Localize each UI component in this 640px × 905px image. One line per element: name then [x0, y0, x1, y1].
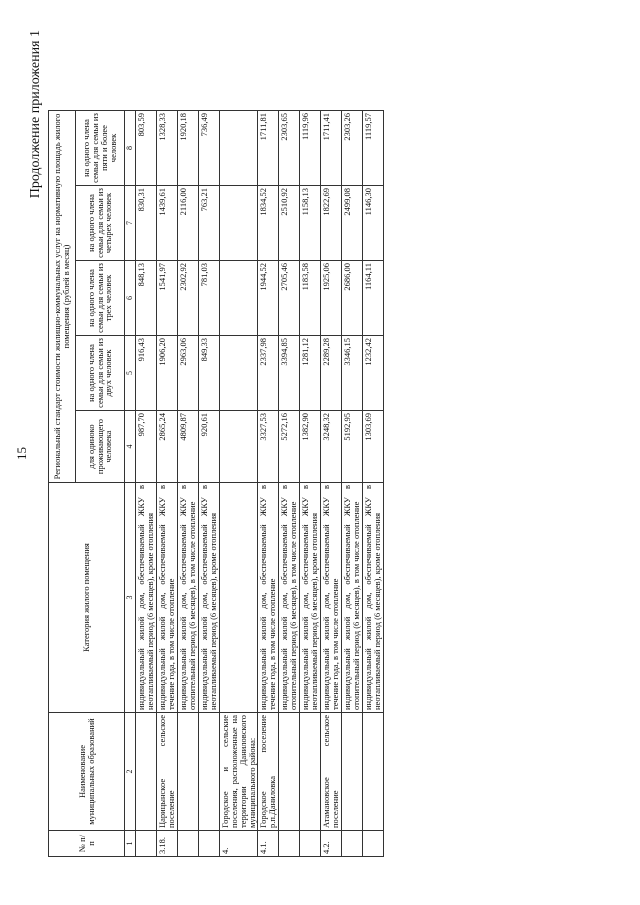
row-number	[178, 831, 199, 857]
standard-value: 3394,85	[279, 336, 300, 411]
column-index: 6	[125, 261, 136, 336]
header-sub-3: на одного члена семьи для семьи из трех человек	[76, 261, 125, 336]
table-row	[362, 111, 383, 857]
standard-value: 1183,58	[300, 261, 321, 336]
table-row	[320, 111, 341, 857]
municipality-name	[279, 713, 300, 831]
housing-category: индивидуальный жилой дом, обеспечиваемый ЖКУ в неотапливаемый период (6 месяцев), кроме отопления	[300, 483, 321, 713]
table-row	[157, 111, 178, 857]
standard-value: 4809,87	[178, 411, 199, 483]
column-index: 8	[125, 111, 136, 186]
column-index: 5	[125, 336, 136, 411]
appendix-caption: Продолжение приложения 1	[28, 30, 43, 199]
standard-value: 1925,06	[320, 261, 341, 336]
municipality-name	[198, 713, 219, 831]
standard-value: 1146,30	[362, 186, 383, 261]
column-index: 3	[125, 483, 136, 713]
table-row	[258, 111, 279, 857]
row-number: 4.	[219, 831, 258, 857]
standard-value: 2686,00	[341, 261, 362, 336]
standard-value	[219, 411, 258, 483]
standard-value: 1822,69	[320, 186, 341, 261]
housing-category	[219, 483, 258, 713]
column-index: 1	[125, 831, 136, 857]
standard-value: 2302,92	[178, 261, 199, 336]
standard-value: 1944,52	[258, 261, 279, 336]
row-number: 4.1.	[258, 831, 279, 857]
row-number	[279, 831, 300, 857]
row-number	[362, 831, 383, 857]
row-number: 3.18.	[157, 831, 178, 857]
standard-value: 3248,32	[320, 411, 341, 483]
standard-value: 2510,92	[279, 186, 300, 261]
row-number	[300, 831, 321, 857]
standard-value: 2303,26	[341, 111, 362, 186]
housing-category: индивидуальный жилой дом, обеспечиваемый ЖКУ в неотапливаемый период (6 месяцев), кроме отопления	[362, 483, 383, 713]
standard-value: 763,21	[198, 186, 219, 261]
row-number	[341, 831, 362, 857]
standard-value: 1906,20	[157, 336, 178, 411]
standard-value	[219, 186, 258, 261]
housing-category: индивидуальный жилой дом, обеспечиваемый ЖКУ в течение года, в том числе отопление	[157, 483, 178, 713]
row-number: 4.2.	[320, 831, 341, 857]
table-row	[219, 111, 258, 857]
header-sub-4: на одного члена семьи для семьи из четырех человек	[76, 186, 125, 261]
standard-value: 2499,08	[341, 186, 362, 261]
standard-value: 1119,57	[362, 111, 383, 186]
municipality-name: Городское и сельские поселения, расположенные на территории Даниловского муниципального района:	[219, 713, 258, 831]
municipality-name: Атамановское сельское поселение	[320, 713, 341, 831]
column-index: 7	[125, 186, 136, 261]
municipality-name	[341, 713, 362, 831]
row-number	[136, 831, 157, 857]
standard-value: 2963,06	[178, 336, 199, 411]
standard-value	[219, 336, 258, 411]
standard-value: 1119,96	[300, 111, 321, 186]
municipality-name: Городское поселение р.п.Даниловка	[258, 713, 279, 831]
standard-value: 1439,61	[157, 186, 178, 261]
header-no: № п/п	[49, 831, 125, 857]
standard-value: 1382,90	[300, 411, 321, 483]
standard-value: 1232,42	[362, 336, 383, 411]
standard-value	[219, 261, 258, 336]
municipality-name: Царицынское сельское поселение	[157, 713, 178, 831]
housing-category: индивидуальный жилой дом, обеспечиваемый ЖКУ в течение года, в том числе отопление	[258, 483, 279, 713]
table-row	[136, 111, 157, 857]
standard-value: 1303,69	[362, 411, 383, 483]
table-row	[300, 111, 321, 857]
standard-value: 1281,12	[300, 336, 321, 411]
header-standard: Региональный стандарт стоимости жилищно-коммунальных услуг на нормативную площадь жилого помещения (рублей в месяц)	[49, 111, 76, 483]
table-row	[178, 111, 199, 857]
standard-value: 1541,97	[157, 261, 178, 336]
header-sub-5: на одного члена семьи для семьи из пяти и более человек	[76, 111, 125, 186]
municipality-name	[300, 713, 321, 831]
housing-category: индивидуальный жилой дом, обеспечиваемый ЖКУ в неотапливаемый период (6 месяцев), кроме отопления	[136, 483, 157, 713]
standard-value: 2116,00	[178, 186, 199, 261]
standard-value: 2337,98	[258, 336, 279, 411]
column-index: 4	[125, 411, 136, 483]
standard-value: 781,03	[198, 261, 219, 336]
standard-value: 1328,33	[157, 111, 178, 186]
housing-category: индивидуальный жилой дом, обеспечиваемый ЖКУ в отопительный период (6 месяцев), в том числе отопление	[178, 483, 199, 713]
page-number: 15	[14, 447, 29, 460]
standard-value: 2289,28	[320, 336, 341, 411]
header-sub-1: для одиноко проживающего человека	[76, 411, 125, 483]
standard-value: 736,49	[198, 111, 219, 186]
standard-value: 1834,52	[258, 186, 279, 261]
standard-value: 916,43	[136, 336, 157, 411]
standard-value: 1711,41	[320, 111, 341, 186]
standard-value: 1164,11	[362, 261, 383, 336]
header-category: Категория жилого помещения	[49, 483, 125, 713]
table-row	[341, 111, 362, 857]
table-row	[279, 111, 300, 857]
standard-value: 3327,53	[258, 411, 279, 483]
standard-value: 2303,65	[279, 111, 300, 186]
standard-value: 803,59	[136, 111, 157, 186]
standard-value: 2705,46	[279, 261, 300, 336]
tariff-table	[48, 110, 384, 857]
standard-value: 1711,81	[258, 111, 279, 186]
housing-category: индивидуальный жилой дом, обеспечиваемый ЖКУ в неотапливаемый период (6 месяцев), кроме отопления	[198, 483, 219, 713]
header-name: Наименование муниципальных образований	[49, 713, 125, 831]
housing-category: индивидуальный жилой дом, обеспечиваемый ЖКУ в отопительный период (6 месяцев), в том числе отопление	[279, 483, 300, 713]
table-row	[198, 111, 219, 857]
municipality-name	[362, 713, 383, 831]
standard-value: 2865,24	[157, 411, 178, 483]
row-number	[198, 831, 219, 857]
standard-value: 848,13	[136, 261, 157, 336]
standard-value: 920,61	[198, 411, 219, 483]
standard-value: 987,70	[136, 411, 157, 483]
standard-value: 5272,16	[279, 411, 300, 483]
standard-value: 1920,18	[178, 111, 199, 186]
standard-value: 5192,95	[341, 411, 362, 483]
standard-value: 830,31	[136, 186, 157, 261]
header-sub-2: на одного члена семьи для семьи из двух человек	[76, 336, 125, 411]
standard-value: 3346,15	[341, 336, 362, 411]
housing-category: индивидуальный жилой дом, обеспечиваемый ЖКУ в отопительный период (6 месяцев), в том числе отопление	[341, 483, 362, 713]
standard-value: 1158,13	[300, 186, 321, 261]
municipality-name	[136, 713, 157, 831]
standard-value: 849,33	[198, 336, 219, 411]
column-index: 2	[125, 713, 136, 831]
standard-value	[219, 111, 258, 186]
municipality-name	[178, 713, 199, 831]
housing-category: индивидуальный жилой дом, обеспечиваемый ЖКУ в течение года, в том числе отопление	[320, 483, 341, 713]
